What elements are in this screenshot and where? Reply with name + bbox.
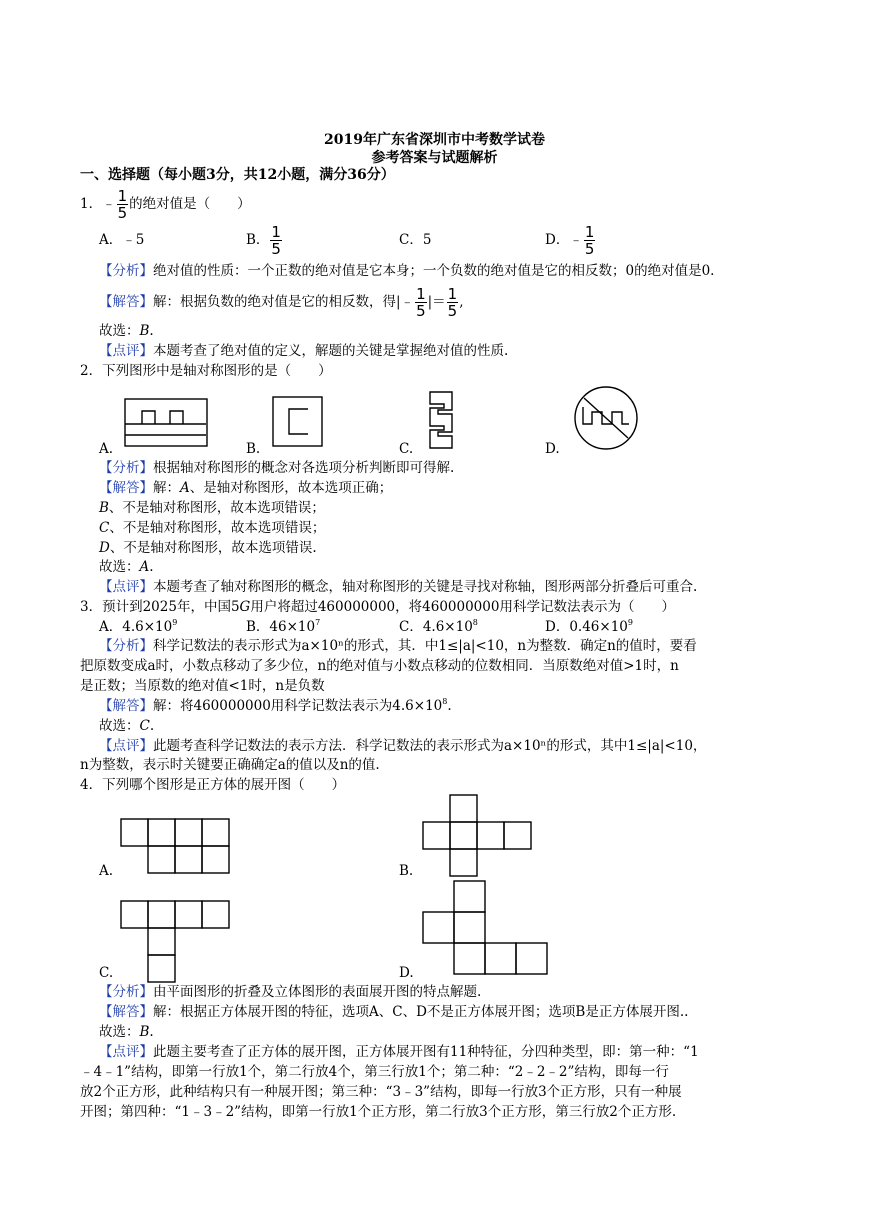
q4-answer: 【解答】解：根据正方体展开图的特征，选项A、C、D不是正方体展开图；选项B是正方体展开图.. <box>99 1004 689 1020</box>
q4-comment: 【点评】此题主要考查了正方体的展开图，正方体展开图有11种特征，分四种类型，即：第一种：“1 <box>99 1044 699 1060</box>
q3-answer: 【解答】解：将460000000用科学记数法表示为$4.6\times 10^8$. <box>99 697 452 714</box>
q2-figure-b <box>272 396 324 448</box>
q2-line-b: B、不是轴对称图形，故本选项错误； <box>99 500 325 516</box>
q3-analysis-line2: 把原数变成a时，小数点移动了多少位，n的绝对值与小数点移动的位数相同．当原数绝对值>1时，n <box>80 658 679 674</box>
q2-figure-a <box>124 398 208 448</box>
q3-option-a: A．$4.6\times 10^9$ <box>99 618 178 635</box>
q1-stem: 1．﹣ $\frac{1}{5}$ 的绝对值是（ ） <box>80 187 251 222</box>
q3-comment-line2: n为整数，表示时关键要正确确定a的值以及n的值. <box>80 757 380 773</box>
q1-option-a: A．﹣5 <box>99 232 145 248</box>
q1-answer: 【解答】解：根据负数的绝对值是它的相反数，得|﹣ $\frac{1}{5}$ |＝ $\frac{1}{5}$ , <box>99 285 464 320</box>
q4-net-a <box>120 818 232 876</box>
page-title: 2019年广东省深圳市中考数学试卷 <box>324 132 545 148</box>
q4-analysis: 【分析】由平面图形的折叠及立体图形的表面展开图的特点解题. <box>99 984 482 1000</box>
q1-choice: 故选：B. <box>99 323 154 339</box>
q3-analysis-line3: 是正数；当原数的绝对值<1时，n是负数 <box>80 678 325 694</box>
q4-net-c <box>120 900 232 984</box>
q2-line-d: D、不是轴对称图形，故本选项错误. <box>99 540 317 556</box>
q3-stem: 3．预计到2025年，中国5G用户将超过460000000，将460000000用科学记数法表示为（ ） <box>80 599 675 615</box>
q4-comment-line2: ﹣4﹣1”结构，即第一行放1个，第二行放4个，第三行放1个；第二种：“2﹣2﹣2”结构，即每一行 <box>80 1064 669 1080</box>
q4-stem: 4．下列哪个图形是正方体的展开图（ ） <box>80 777 346 793</box>
q4-label-a: A. <box>99 863 114 879</box>
q4-label-c: C. <box>99 965 114 981</box>
section-heading: 一、选择题（每小题3分，共12小题，满分36分） <box>80 167 395 183</box>
q4-choice: 故选：B. <box>99 1024 154 1040</box>
q1-option-d: D．﹣ $\frac{1}{5}$ <box>545 223 595 258</box>
q2-answer: 【解答】解：A、是轴对称图形，故本选项正确； <box>99 480 393 496</box>
q3-comment: 【点评】此题考查科学记数法的表示方法．科学记数法的表示形式为a×10ⁿ的形式，其中1≤|a|<10， <box>99 738 707 754</box>
q3-choice: 故选：C. <box>99 718 155 734</box>
q2-label-a: A. <box>99 441 114 457</box>
q4-label-d: D. <box>399 965 414 981</box>
q4-label-b: B. <box>399 863 414 879</box>
q2-label-c: C. <box>399 441 414 457</box>
q1-option-b: B． $\frac{1}{5}$ <box>246 223 281 258</box>
q3-option-d: D．$0.46\times 10^9$ <box>545 618 633 635</box>
q2-comment: 【点评】本题考查了轴对称图形的概念，轴对称图形的关键是寻找对称轴，图形两部分折叠后可重合. <box>99 579 698 595</box>
q2-label-b: B. <box>246 441 261 457</box>
q2-line-c: C、不是轴对称图形，故本选项错误； <box>99 520 326 536</box>
q3-option-b: B．$46\times 10^7$ <box>246 618 321 635</box>
q2-label-d: D. <box>545 441 560 457</box>
q1-comment: 【点评】本题考查了绝对值的定义，解题的关键是掌握绝对值的性质. <box>99 343 509 359</box>
page-subtitle: 参考答案与试题解析 <box>371 150 498 166</box>
q4-comment-line3: 放2个正方形，此种结构只有一种展开图；第三种：“3﹣3”结构，即每一行放3个正方形，只有一种展 <box>80 1084 682 1100</box>
q1-analysis: 【分析】绝对值的性质：一个正数的绝对值是它本身；一个负数的绝对值是它的相反数；0的绝对值是0. <box>99 263 715 279</box>
q2-choice: 故选：A. <box>99 559 154 575</box>
q2-figure-d <box>572 385 640 451</box>
q1-fraction: $\frac{1}{5}$ <box>117 187 128 222</box>
q1-option-c: C．5 <box>399 232 432 248</box>
q4-net-b <box>422 794 534 878</box>
q2-stem: 2．下列图形中是轴对称图形的是（ ） <box>80 363 332 379</box>
q2-figure-c <box>428 390 454 450</box>
q4-net-d <box>422 880 552 976</box>
q3-option-c: C．$4.6\times 10^8$ <box>399 618 478 635</box>
q2-analysis: 【分析】根据轴对称图形的概念对各选项分析判断即可得解. <box>99 460 455 476</box>
q3-analysis: 【分析】科学记数法的表示形式为a×10ⁿ的形式，其．中1≤|a|<10，n为整数．确定n的值时，要看 <box>99 638 697 654</box>
q4-comment-line4: 开图；第四种：“1﹣3﹣2”结构，即第一行放1个正方形，第二行放3个正方形，第三行放2个正方形. <box>80 1104 677 1120</box>
